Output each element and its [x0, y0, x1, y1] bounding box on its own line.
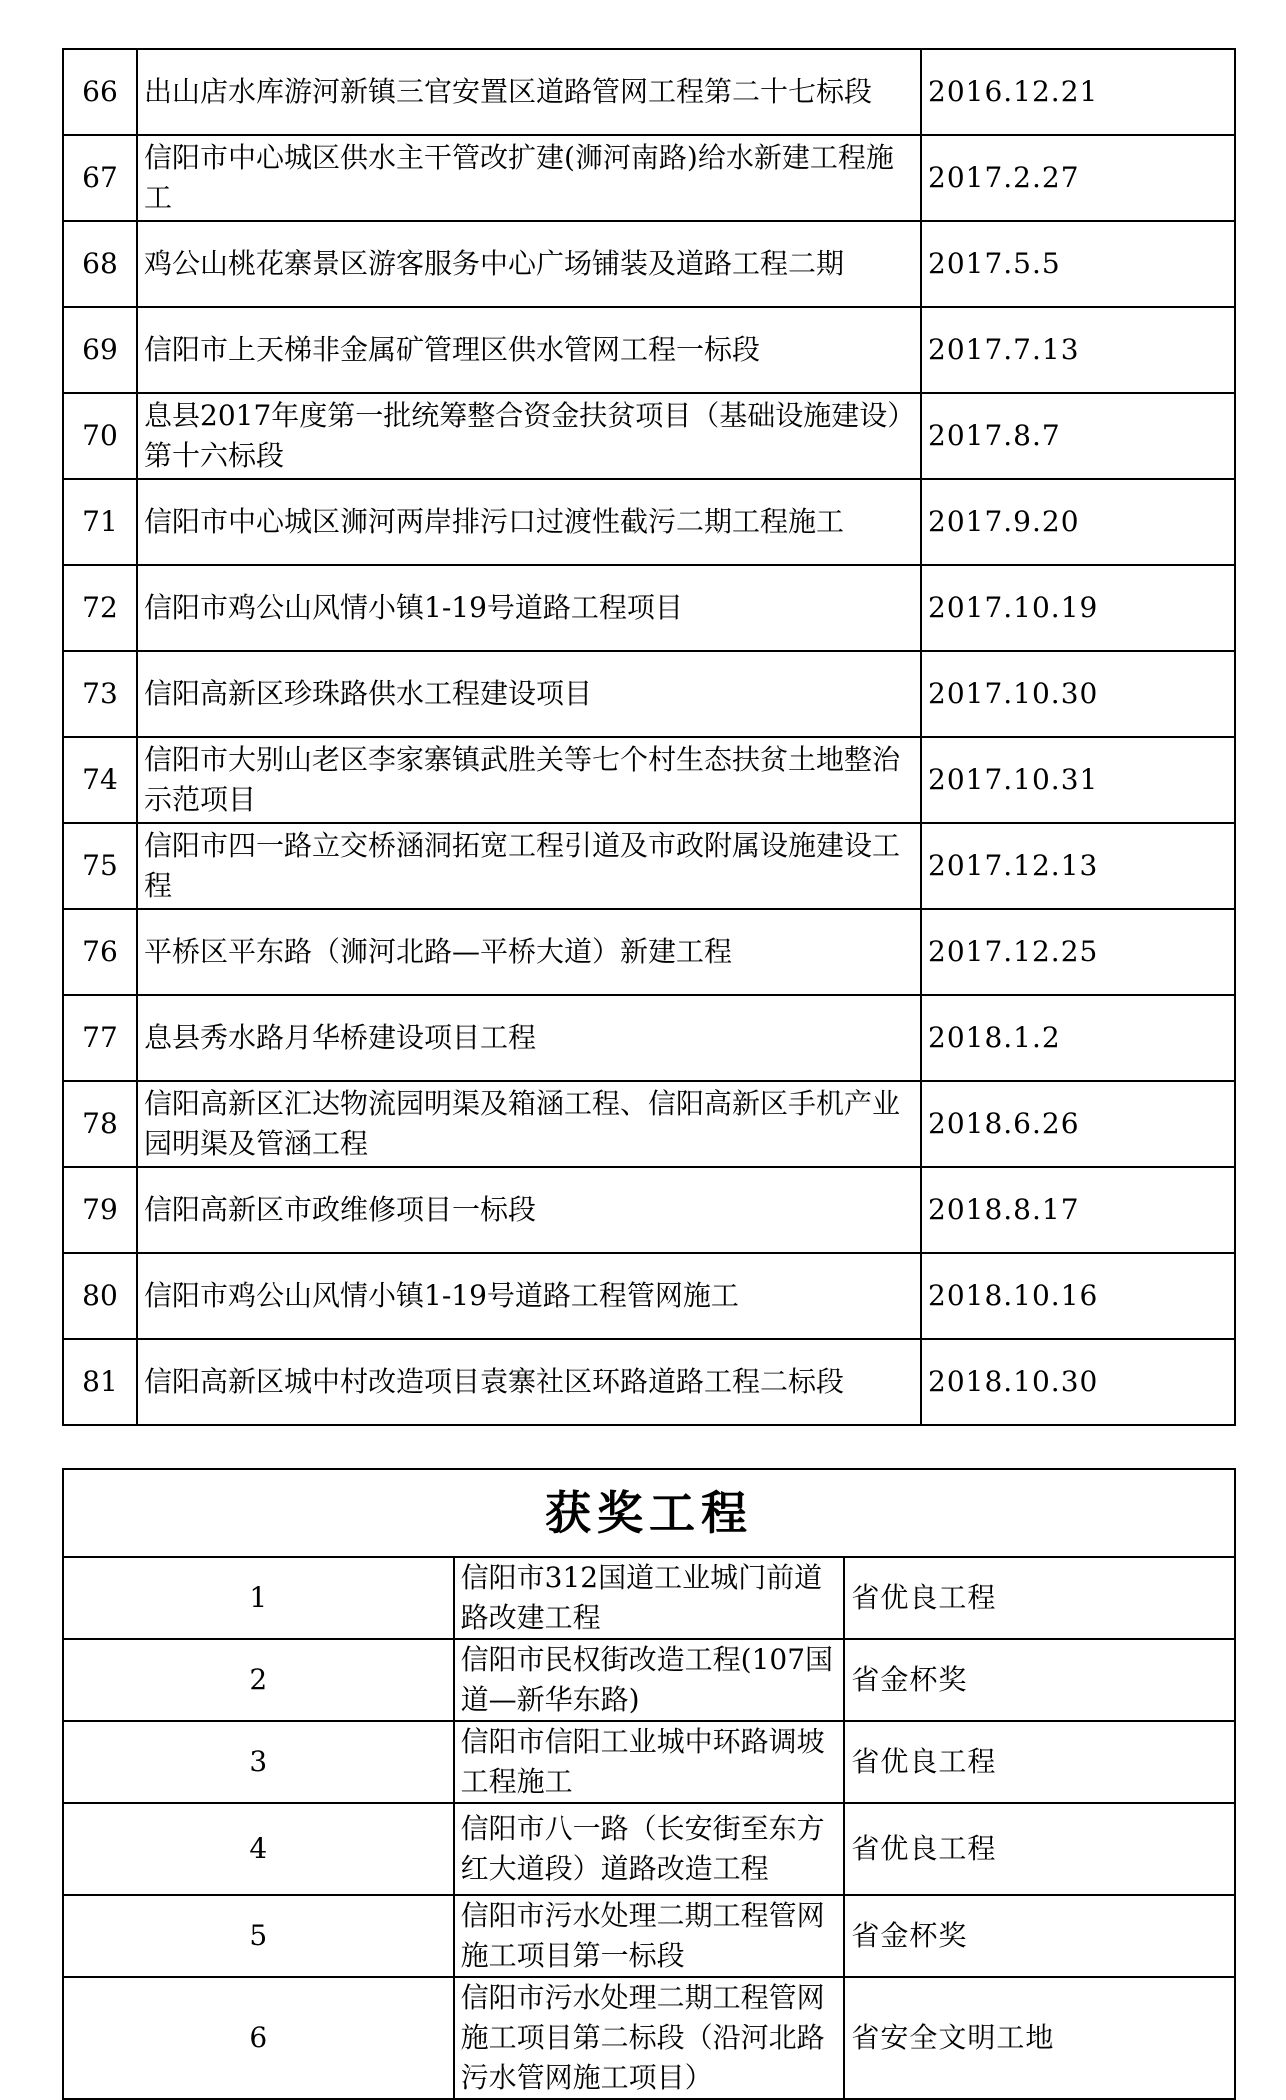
project-name: 信阳高新区城中村改造项目袁寨社区环路道路工程二标段	[137, 1339, 921, 1425]
project-name: 信阳市民权街改造工程(107国道—新华东路)	[454, 1639, 845, 1721]
project-name: 信阳市中心城区浉河两岸排污口过渡性截污二期工程施工	[137, 479, 921, 565]
completion-date: 2017.7.13	[921, 307, 1235, 393]
projects-table	[62, 48, 1236, 1426]
project-name: 鸡公山桃花寨景区游客服务中心广场铺装及道路工程二期	[137, 221, 921, 307]
project-name: 平桥区平东路（浉河北路—平桥大道）新建工程	[137, 909, 921, 995]
table-row	[63, 823, 1235, 909]
table-row	[63, 995, 1235, 1081]
row-number: 70	[63, 393, 137, 479]
completion-date: 2018.1.2	[921, 995, 1235, 1081]
award-name: 省优良工程	[844, 1557, 1235, 1639]
table-row	[63, 1721, 1235, 1803]
completion-date: 2017.8.7	[921, 393, 1235, 479]
table-row	[63, 307, 1235, 393]
row-number: 5	[63, 1895, 454, 1977]
row-number: 1	[63, 1557, 454, 1639]
completion-date: 2017.12.25	[921, 909, 1235, 995]
project-name: 信阳市中心城区供水主干管改扩建(浉河南路)给水新建工程施工	[137, 135, 921, 221]
project-name: 信阳市污水处理二期工程管网施工项目第一标段	[454, 1895, 845, 1977]
project-name: 信阳市八一路（长安街至东方红大道段）道路改造工程	[454, 1803, 845, 1895]
project-name: 信阳市鸡公山风情小镇1-19号道路工程项目	[137, 565, 921, 651]
awards-title: 获奖工程	[63, 1469, 1235, 1557]
row-number: 66	[63, 49, 137, 135]
row-number: 77	[63, 995, 137, 1081]
table-row	[63, 221, 1235, 307]
project-name: 信阳市312国道工业城门前道路改建工程	[454, 1557, 845, 1639]
row-number: 75	[63, 823, 137, 909]
project-name: 信阳市上天梯非金属矿管理区供水管网工程一标段	[137, 307, 921, 393]
table-row	[63, 1803, 1235, 1895]
table-row	[63, 1639, 1235, 1721]
table-row	[63, 1339, 1235, 1425]
project-name: 信阳市大别山老区李家寨镇武胜关等七个村生态扶贫土地整治示范项目	[137, 737, 921, 823]
project-name: 信阳市污水处理二期工程管网施工项目第二标段（沿河北路污水管网施工项目）	[454, 1977, 845, 2099]
table-row	[63, 479, 1235, 565]
completion-date: 2017.9.20	[921, 479, 1235, 565]
table-row	[63, 737, 1235, 823]
table-row	[63, 651, 1235, 737]
completion-date: 2017.2.27	[921, 135, 1235, 221]
row-number: 3	[63, 1721, 454, 1803]
table-row	[63, 393, 1235, 479]
table-row	[63, 909, 1235, 995]
row-number: 72	[63, 565, 137, 651]
awards-table	[62, 1468, 1236, 2100]
completion-date: 2016.12.21	[921, 49, 1235, 135]
project-name: 信阳高新区珍珠路供水工程建设项目	[137, 651, 921, 737]
project-name: 信阳市四一路立交桥涵洞拓宽工程引道及市政附属设施建设工程	[137, 823, 921, 909]
project-name: 息县2017年度第一批统筹整合资金扶贫项目（基础设施建设）第十六标段	[137, 393, 921, 479]
row-number: 81	[63, 1339, 137, 1425]
project-name: 信阳高新区汇达物流园明渠及箱涵工程、信阳高新区手机产业园明渠及管涵工程	[137, 1081, 921, 1167]
completion-date: 2018.10.30	[921, 1339, 1235, 1425]
completion-date: 2017.5.5	[921, 221, 1235, 307]
row-number: 69	[63, 307, 137, 393]
completion-date: 2017.10.31	[921, 737, 1235, 823]
completion-date: 2018.8.17	[921, 1167, 1235, 1253]
completion-date: 2018.10.16	[921, 1253, 1235, 1339]
project-name: 信阳高新区市政维修项目一标段	[137, 1167, 921, 1253]
row-number: 67	[63, 135, 137, 221]
award-name: 省安全文明工地	[844, 1977, 1235, 2099]
completion-date: 2017.10.30	[921, 651, 1235, 737]
table-row	[63, 1557, 1235, 1639]
project-name: 息县秀水路月华桥建设项目工程	[137, 995, 921, 1081]
row-number: 68	[63, 221, 137, 307]
row-number: 4	[63, 1803, 454, 1895]
row-number: 80	[63, 1253, 137, 1339]
row-number: 78	[63, 1081, 137, 1167]
completion-date: 2018.6.26	[921, 1081, 1235, 1167]
table-row	[63, 1253, 1235, 1339]
award-name: 省金杯奖	[844, 1895, 1235, 1977]
table-row	[63, 1167, 1235, 1253]
award-name: 省优良工程	[844, 1721, 1235, 1803]
row-number: 74	[63, 737, 137, 823]
row-number: 79	[63, 1167, 137, 1253]
awards-header-row	[63, 1469, 1235, 1557]
award-name: 省优良工程	[844, 1803, 1235, 1895]
table-row	[63, 1977, 1235, 2099]
award-name: 省金杯奖	[844, 1639, 1235, 1721]
completion-date: 2017.12.13	[921, 823, 1235, 909]
row-number: 71	[63, 479, 137, 565]
table-row	[63, 1081, 1235, 1167]
row-number: 6	[63, 1977, 454, 2099]
row-number: 73	[63, 651, 137, 737]
row-number: 76	[63, 909, 137, 995]
completion-date: 2017.10.19	[921, 565, 1235, 651]
table-row	[63, 1895, 1235, 1977]
project-name: 出山店水库游河新镇三官安置区道路管网工程第二十七标段	[137, 49, 921, 135]
table-row	[63, 565, 1235, 651]
row-number: 2	[63, 1639, 454, 1721]
project-name: 信阳市信阳工业城中环路调坡工程施工	[454, 1721, 845, 1803]
table-row	[63, 135, 1235, 221]
project-name: 信阳市鸡公山风情小镇1-19号道路工程管网施工	[137, 1253, 921, 1339]
table-row	[63, 49, 1235, 135]
